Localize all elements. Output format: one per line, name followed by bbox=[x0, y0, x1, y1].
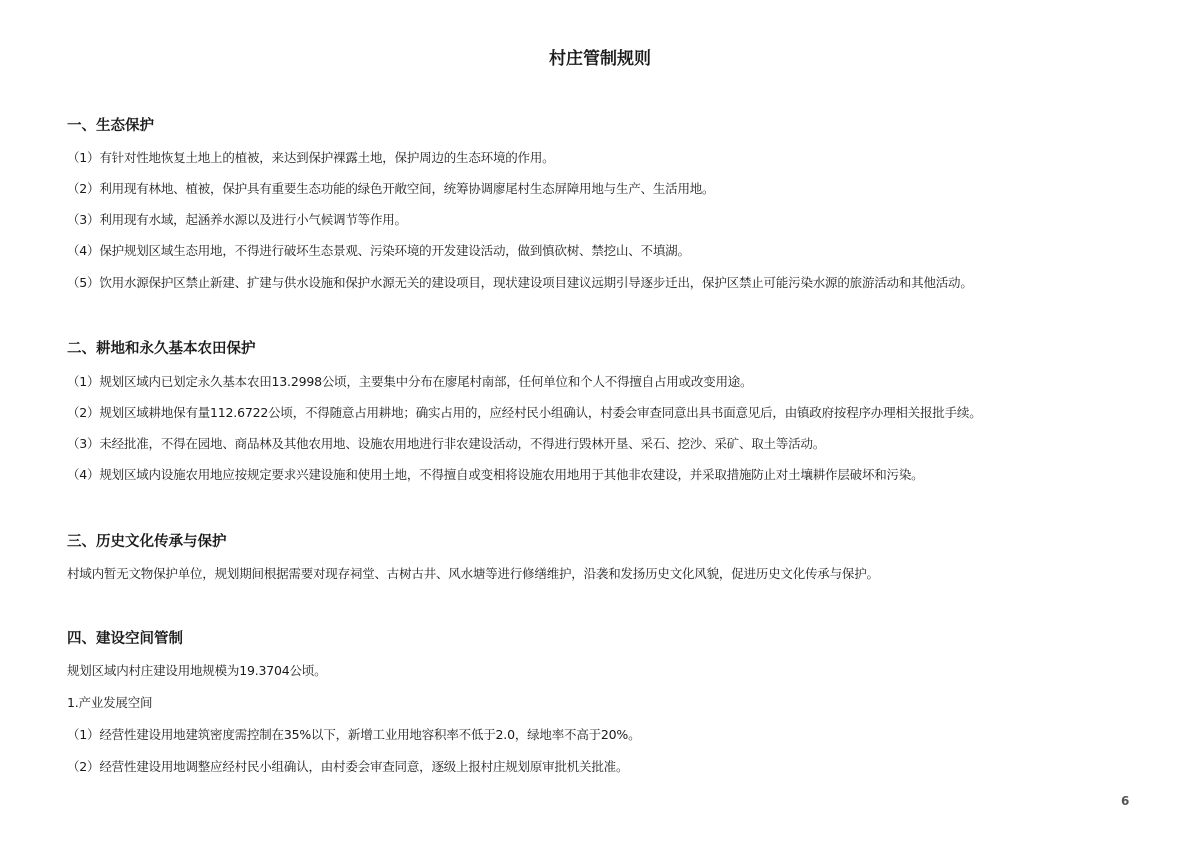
paragraph-line: （5）饮用水源保护区禁止新建、扩建与供水设施和保护水源无关的建设项目，现状建设项目建议远期引导逐步迁出，保护区禁止可能污染水源的旅游活动和其他活动。 bbox=[67, 275, 973, 290]
paragraph-line: （2）利用现有林地、植被，保护具有重要生态功能的绿色开敞空间，统筹协调廖尾村生态屏障用地与生产、生活用地。 bbox=[67, 181, 715, 196]
paragraph-line: （1）有针对性地恢复土地上的植被，来达到保护裸露土地，保护周边的生态环境的作用。 bbox=[67, 150, 555, 165]
section-heading-construction-space: 四、建设空间管制 bbox=[67, 631, 183, 647]
paragraph-line: （3）未经批准，不得在园地、商品林及其他农用地、设施农用地进行非农建设活动，不得进行毁林开垦、采石、挖沙、采矿、取土等活动。 bbox=[67, 436, 826, 451]
paragraph-line: （4）规划区域内设施农用地应按规定要求兴建设施和使用土地，不得擅自或变相将设施农用地用于其他非农建设，并采取措施防止对土壤耕作层破坏和污染。 bbox=[67, 467, 924, 482]
paragraph-line: （2）规划区域耕地保有量112.6722公顷，不得随意占用耕地；确实占用的，应经村民小组确认，村委会审查同意出具书面意见后，由镇政府按程序办理相关报批手续。 bbox=[67, 405, 982, 420]
paragraph-line: （2）经营性建设用地调整应经村民小组确认，由村委会审查同意，逐级上报村庄规划原审批机关批准。 bbox=[67, 759, 629, 774]
section-heading-cultural-heritage: 三、历史文化传承与保护 bbox=[67, 534, 227, 550]
page-number: 6 bbox=[1121, 794, 1130, 808]
paragraph-line: 规划区域内村庄建设用地规模为19.3704公顷。 bbox=[67, 663, 327, 678]
section-heading-ecological-protection: 一、生态保护 bbox=[67, 118, 154, 134]
paragraph-line: （3）利用现有水域，起涵养水源以及进行小气候调节等作用。 bbox=[67, 212, 407, 227]
section-heading-farmland-protection: 二、耕地和永久基本农田保护 bbox=[67, 341, 256, 357]
subsection-title: 1.产业发展空间 bbox=[67, 695, 153, 710]
page-title: 村庄管制规则 bbox=[549, 49, 651, 69]
paragraph-line: （4）保护规划区域生态用地，不得进行破坏生态景观、污染环境的开发建设活动，做到慎砍树、禁挖山、不填湖。 bbox=[67, 243, 690, 258]
paragraph-line: （1）经营性建设用地建筑密度需控制在35%以下，新增工业用地容积率不低于2.0，绿地率不高于20%。 bbox=[67, 727, 641, 742]
paragraph-line: 村域内暂无文物保护单位，规划期间根据需要对现存祠堂、古树古井、风水塘等进行修缮维护，沿袭和发扬历史文化风貌，促进历史文化传承与保护。 bbox=[67, 566, 879, 581]
paragraph-line: （1）规划区域内已划定永久基本农田13.2998公顷，主要集中分布在廖尾村南部，任何单位和个人不得擅自占用或改变用途。 bbox=[67, 374, 753, 389]
